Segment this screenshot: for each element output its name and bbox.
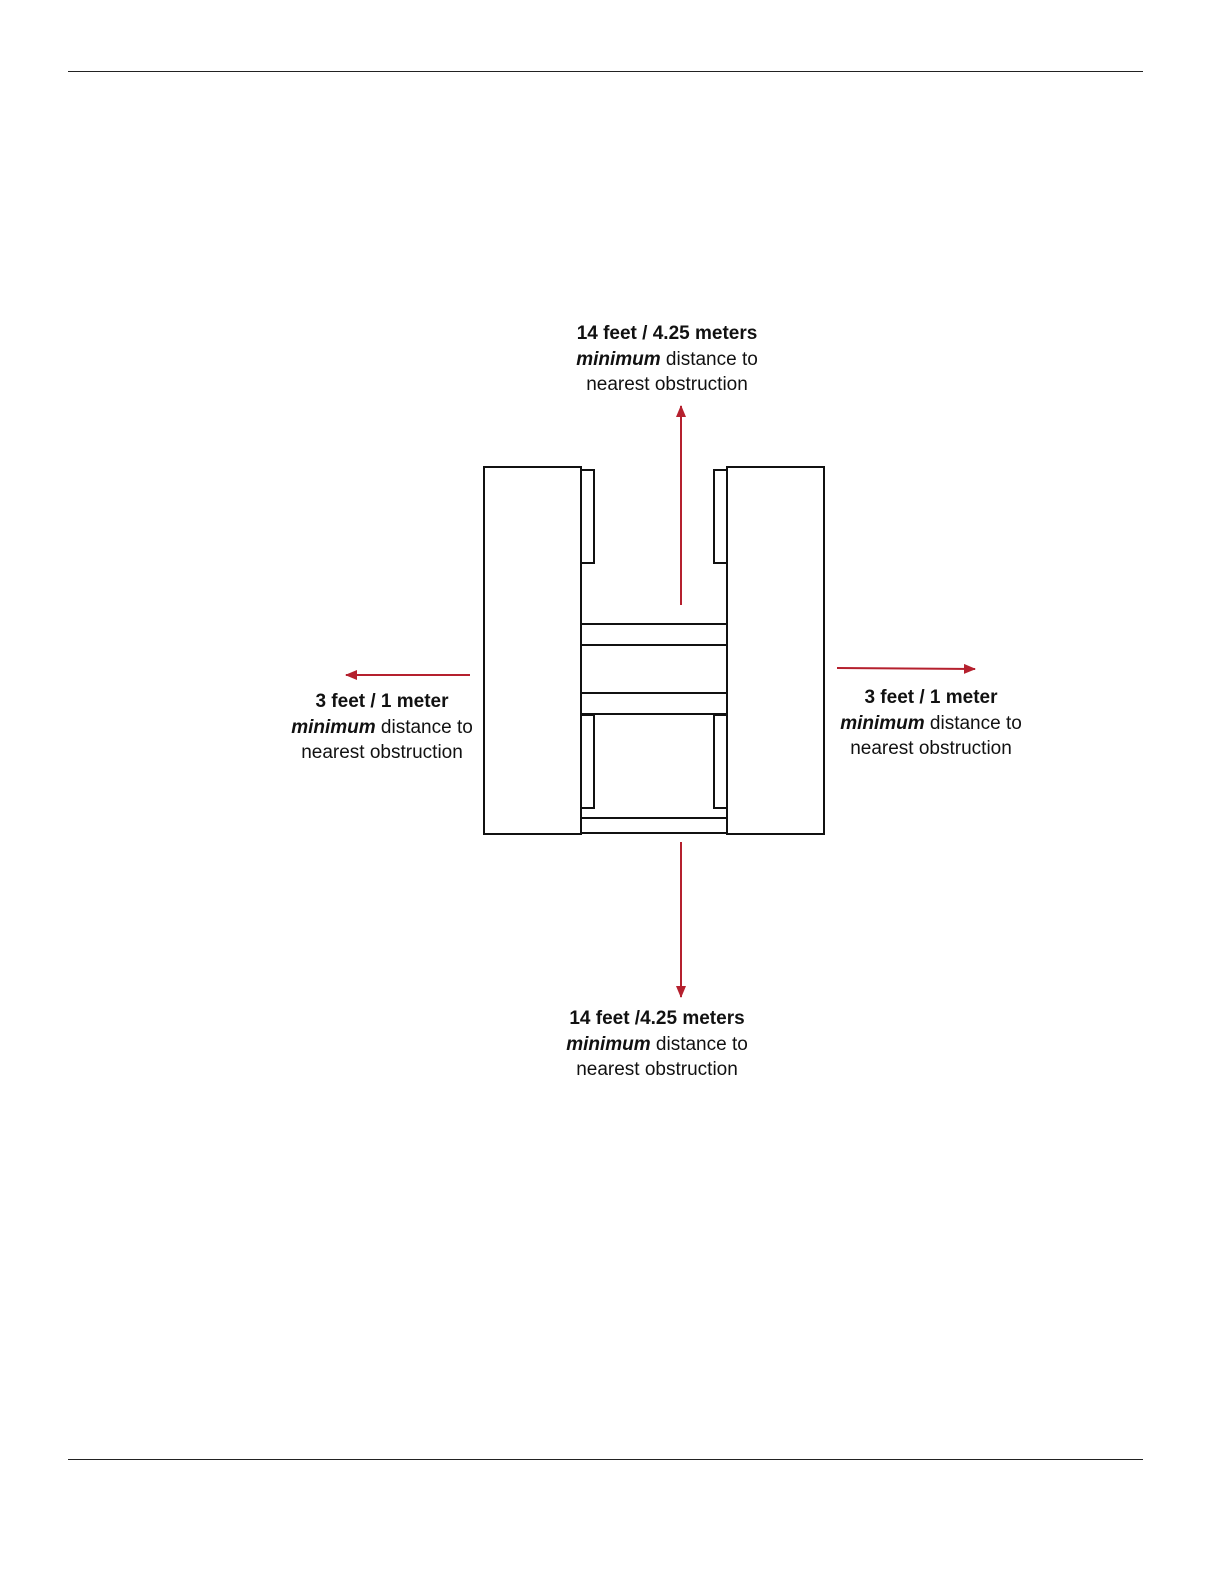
bottom-clearance-rest: distance to <box>650 1033 748 1055</box>
bottom-clearance-line3: nearest obstruction <box>576 1059 738 1080</box>
left-clearance-label <box>282 689 482 766</box>
upper-crossbeam <box>581 624 727 645</box>
top-clearance-qualifier: minimum <box>576 348 661 370</box>
right-clearance-rest: distance to <box>924 712 1022 734</box>
left-clearance-qualifier: minimum <box>291 716 376 738</box>
middle-crossbeam <box>581 693 727 714</box>
top-clearance-rest: distance to <box>660 348 758 370</box>
right-clearance-line3: nearest obstruction <box>850 738 1012 759</box>
left-clearance-line2 <box>282 715 482 741</box>
bottom-clearance-qualifier: minimum <box>566 1033 651 1055</box>
right-clearance-line2 <box>831 711 1031 737</box>
right-clearance-qualifier: minimum <box>840 712 925 734</box>
right-clearance-label <box>831 685 1031 762</box>
bottom-crossbeam <box>581 818 727 833</box>
top-clearance-line2 <box>567 347 767 373</box>
machine-outline <box>484 467 824 834</box>
left-tower <box>484 467 581 834</box>
right-upper-rail <box>714 470 727 563</box>
right-tower <box>727 467 824 834</box>
bottom-clearance-distance: 14 feet /4.25 meters <box>569 1008 745 1029</box>
left-lower-rail <box>581 715 594 808</box>
top-clearance-label <box>567 321 767 398</box>
left-clearance-rest: distance to <box>375 716 473 738</box>
left-clearance-distance: 3 feet / 1 meter <box>315 691 449 712</box>
top-clearance-distance: 14 feet / 4.25 meters <box>576 323 758 344</box>
right-lower-rail <box>714 715 727 808</box>
right-clearance-distance: 3 feet / 1 meter <box>864 687 998 708</box>
top-clearance-line3: nearest obstruction <box>586 374 748 395</box>
bottom-clearance-label <box>557 1006 757 1083</box>
bottom-clearance-line2 <box>557 1032 757 1058</box>
left-clearance-line3: nearest obstruction <box>301 742 463 763</box>
arrow-right <box>837 668 975 669</box>
left-upper-rail <box>581 470 594 563</box>
